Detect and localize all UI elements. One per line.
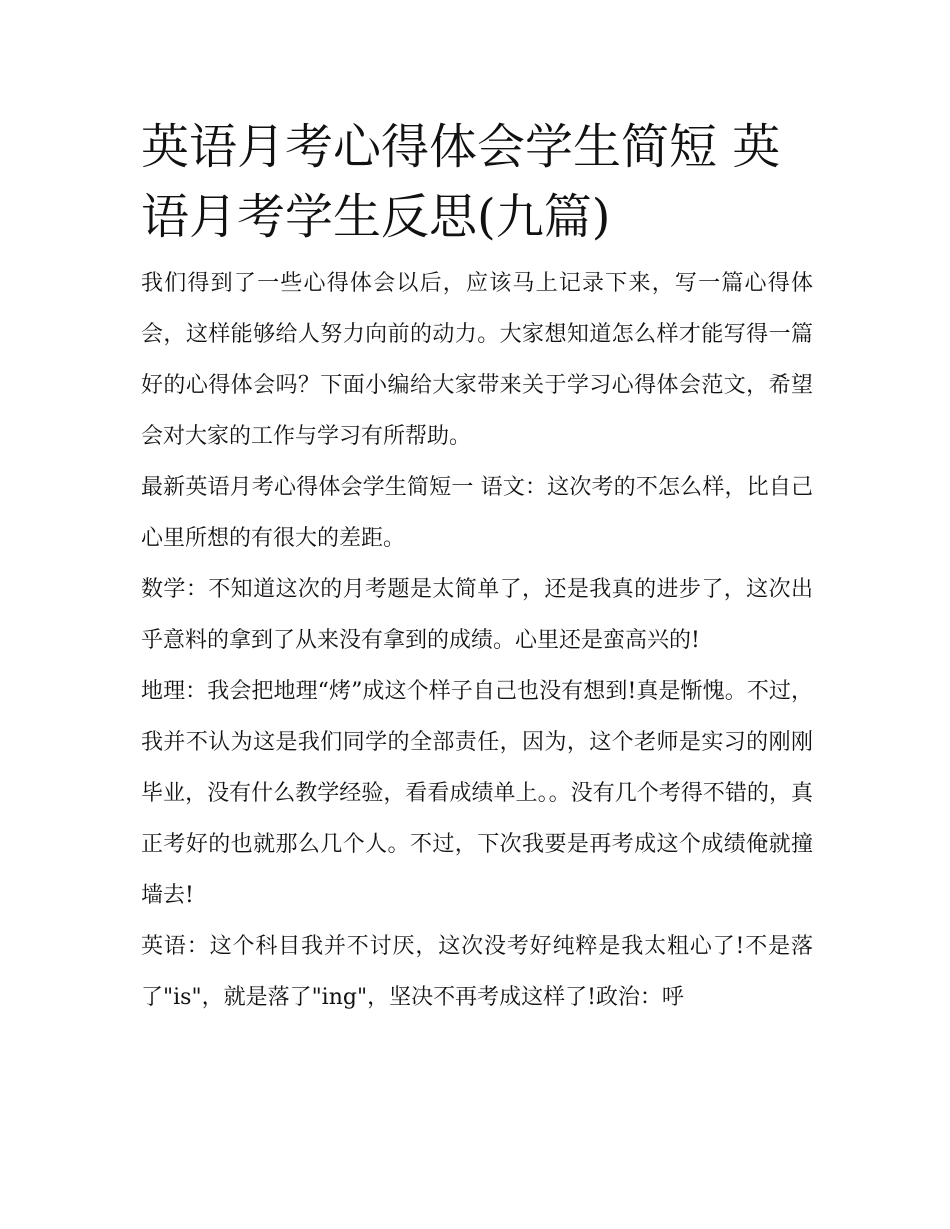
intro-paragraph: 我们得到了一些心得体会以后，应该马上记录下来，写一篇心得体会，这样能够给人努力向前的动力。大家想知道怎么样才能写得一篇好的心得体会吗？下面小编给大家带来关于学习心得体会范文，希望会对大家的工作与学习有所帮助。 bbox=[141, 271, 813, 449]
document-body bbox=[141, 258, 813, 1023]
geography-subject-paragraph: 地理：我会把地理“烤”成这个样子自己也没有想到!真是惭愧。不过，我并不认为这是我们同学的全部责任，因为，这个老师是实习的刚刚毕业，没有什么教学经验，看看成绩单上。。没有几个考得不错的，真正考好的也就那么几个人。不过，下次我要是再考成这个成绩俺就撞墙去! bbox=[141, 679, 813, 908]
document-page bbox=[141, 112, 813, 1023]
chinese-subject-paragraph: 最新英语月考心得体会学生简短一 语文：这次考的不怎么样，比自己心里所想的有很大的差距。 bbox=[141, 475, 813, 551]
document-title: 英语月考心得体会学生简短 英语月考学生反思(九篇) bbox=[141, 119, 781, 245]
math-subject-paragraph: 数学：不知道这次的月考题是太简单了，还是我真的进步了，这次出乎意料的拿到了从来没有拿到的成绩。心里还是蛮高兴的! bbox=[141, 577, 813, 653]
english-subject-paragraph: 英语：这个科目我并不讨厌，这次没考好纯粹是我太粗心了!不是落了"is"，就是落了"ing"，坚决不再考成这样了!政治：呼 bbox=[141, 934, 813, 1010]
